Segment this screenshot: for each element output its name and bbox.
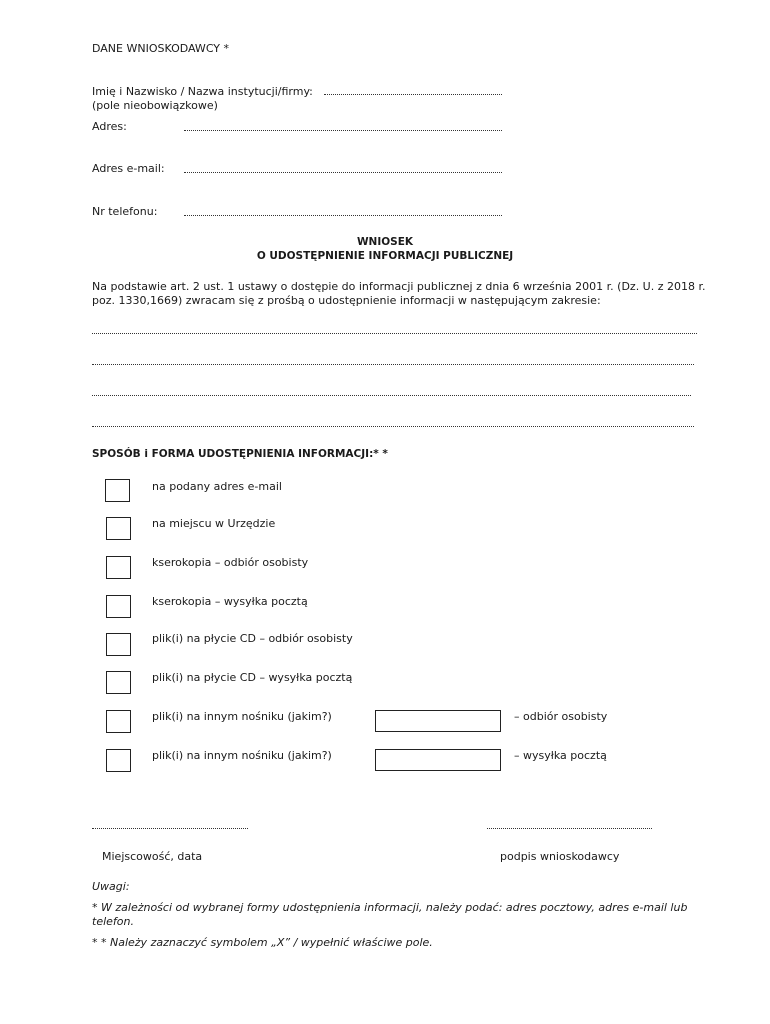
form-title: WNIOSEK (356, 236, 414, 248)
option-label-copy-mail: kserokopia – wysyłka pocztą (152, 595, 308, 608)
phone-field[interactable] (184, 215, 502, 216)
option-label-cd-pickup: plik(i) na płycie CD – odbiór osobisty (152, 632, 353, 645)
checkbox-cd-pickup[interactable] (106, 633, 131, 656)
option-label-other-media-pickup: plik(i) na innym nośniku (jakim?) (152, 710, 332, 723)
note-2: * * Należy zaznaczyć symbolem „X” / wypełnić właściwe pole. (92, 936, 433, 949)
option-suffix-pickup: – odbiór osobisty (514, 710, 608, 723)
notes-header: Uwagi: (92, 880, 130, 893)
other-media-pickup-input[interactable] (375, 710, 501, 732)
option-label-on-site: na miejscu w Urzędzie (152, 517, 276, 530)
checkbox-email[interactable] (105, 479, 130, 502)
checkbox-other-media-pickup[interactable] (106, 710, 131, 733)
option-label-email: na podany adres e-mail (152, 480, 282, 493)
checkbox-cd-mail[interactable] (106, 671, 131, 694)
form-subtitle: O UDOSTĘPNIENIE INFORMACJI PUBLICZNEJ (256, 250, 514, 262)
checkbox-copy-pickup[interactable] (106, 556, 131, 579)
request-line-1[interactable] (92, 333, 697, 334)
request-text-line1: Na podstawie art. 2 ust. 1 ustawy o dostępie do informacji publicznej z dnia 6 września 2001 r. (Dz. U. z 2018 r. (92, 280, 706, 293)
place-date-label: Miejscowość, data (102, 850, 203, 863)
name-optional-note: (pole nieobowiązkowe) (92, 99, 218, 112)
phone-label: Nr telefonu: (92, 205, 158, 218)
request-line-3[interactable] (92, 395, 691, 396)
checkbox-copy-mail[interactable] (106, 595, 131, 618)
name-label: Imię i Nazwisko / Nazwa instytucji/firmy: (92, 85, 313, 98)
option-label-other-media-mail: plik(i) na innym nośniku (jakim?) (152, 749, 332, 762)
request-text-line2: poz. 1330,1669) zwracam się z prośbą o udostępnienie informacji w następującym zakresie: (92, 294, 601, 307)
option-label-cd-mail: plik(i) na płycie CD – wysyłka pocztą (152, 671, 353, 684)
method-header: SPOSÓB i FORMA UDOSTĘPNIENIA INFORMACJI:* * (92, 448, 388, 460)
option-suffix-mail: – wysyłka pocztą (514, 749, 607, 762)
option-label-copy-pickup: kserokopia – odbiór osobisty (152, 556, 309, 569)
signature-field[interactable] (487, 828, 652, 829)
checkbox-on-site[interactable] (106, 517, 131, 540)
address-label: Adres: (92, 120, 127, 133)
name-field[interactable] (324, 94, 502, 95)
signature-label: podpis wnioskodawcy (500, 850, 620, 863)
place-date-field[interactable] (92, 828, 248, 829)
checkbox-other-media-mail[interactable] (106, 749, 131, 772)
request-line-2[interactable] (92, 364, 694, 365)
request-line-4[interactable] (92, 426, 694, 427)
other-media-mail-input[interactable] (375, 749, 501, 771)
email-field[interactable] (184, 172, 502, 173)
email-label: Adres e-mail: (92, 162, 165, 175)
applicant-header: DANE WNIOSKODAWCY * (92, 42, 230, 55)
address-field[interactable] (184, 130, 502, 131)
note-1: * W zależności od wybranej formy udostępnienia informacji, należy podać: adres pocztowy, adres e-mail lub telefon. (92, 901, 688, 928)
